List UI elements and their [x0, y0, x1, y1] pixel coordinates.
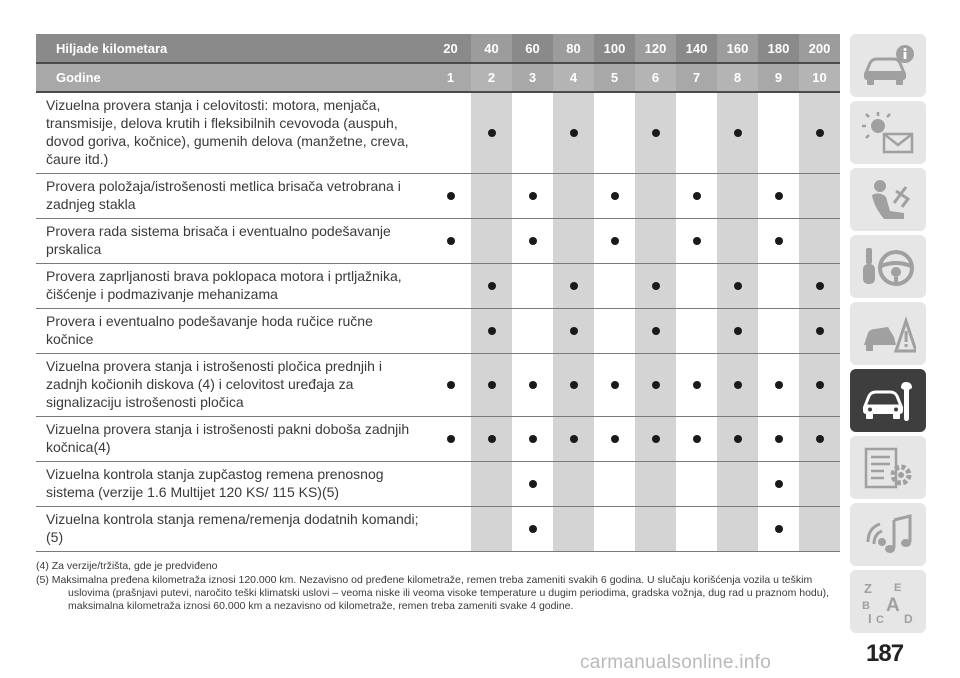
interval-cell: [717, 264, 758, 309]
row-description: Provera položaja/istrošenosti metlica brisača vetrobrana i zadnjeg stakla: [36, 174, 430, 219]
row-description: Vizuelna provera stanja i istrošenosti pločica prednjih i zadnjh kočionih diskova (4) i celovitost uređaja za signalizaciju istrošenosti pločica: [36, 354, 430, 417]
sidebar-tab-seat-airbag[interactable]: [850, 168, 926, 231]
sidebar-tab-specifications[interactable]: [850, 436, 926, 499]
table-row: [36, 92, 840, 174]
service-dot: [652, 327, 660, 335]
header-km-160: 160: [717, 34, 758, 63]
interval-cell: [512, 417, 553, 462]
service-dot: [447, 435, 455, 443]
interval-cell: [799, 309, 840, 354]
table-row: [36, 507, 840, 552]
car-accident-icon: [860, 311, 916, 357]
interval-cell: [799, 174, 840, 219]
interval-cell: [635, 417, 676, 462]
service-dot: [529, 435, 537, 443]
service-dot: [611, 192, 619, 200]
interval-cell: [799, 219, 840, 264]
interval-cell: [471, 219, 512, 264]
interval-cell: [799, 92, 840, 174]
service-dot: [529, 480, 537, 488]
service-dot: [734, 282, 742, 290]
interval-cell: [430, 462, 471, 507]
service-dot: [652, 282, 660, 290]
header-km-180: 180: [758, 34, 799, 63]
row-description: Vizuelna provera stanja i celovitosti: motora, menjača, transmisije, delova krutih i fleksibilnih cevovoda (auspuh, dovod goriva, kočnice), gumenih delova (manžetne, creva, čaure itd.): [36, 92, 430, 174]
interval-cell: [594, 507, 635, 552]
chapter-sidebar: [850, 34, 926, 637]
interval-cell: [758, 92, 799, 174]
interval-cell: [676, 462, 717, 507]
service-dot: [529, 525, 537, 533]
service-dot: [734, 327, 742, 335]
header-year-9: 9: [758, 63, 799, 92]
service-dot: [488, 282, 496, 290]
service-dot: [734, 435, 742, 443]
interval-cell: [635, 92, 676, 174]
interval-cell: [594, 417, 635, 462]
interval-cell: [430, 219, 471, 264]
interval-cell: [471, 309, 512, 354]
index-letter-d: D: [904, 611, 913, 625]
table-row: [36, 174, 840, 219]
service-dot: [775, 525, 783, 533]
interval-cell: [717, 219, 758, 264]
index-letter-a: A: [886, 594, 900, 616]
index-letter-e: E: [894, 581, 902, 594]
interval-cell: [594, 219, 635, 264]
interval-cell: [635, 309, 676, 354]
interval-cell: [717, 174, 758, 219]
service-dot: [488, 129, 496, 137]
table-row: [36, 219, 840, 264]
interval-cell: [676, 507, 717, 552]
interval-cell: [594, 92, 635, 174]
interval-cell: [430, 354, 471, 417]
service-dot: [447, 237, 455, 245]
header-km-60: 60: [512, 34, 553, 63]
table-row: [36, 354, 840, 417]
interval-cell: [471, 417, 512, 462]
service-dot: [570, 435, 578, 443]
header-km-200: 200: [799, 34, 840, 63]
service-dot: [652, 435, 660, 443]
interval-cell: [553, 417, 594, 462]
interval-cell: [430, 417, 471, 462]
index-letter-z: Z: [864, 580, 872, 596]
page-number: 187: [866, 640, 904, 667]
sidebar-tab-maintenance[interactable]: [850, 369, 926, 432]
interval-cell: [635, 264, 676, 309]
header-row-years: [36, 63, 840, 92]
interval-cell: [758, 264, 799, 309]
header-km-140: 140: [676, 34, 717, 63]
footnote-4: (4) Za verzije/tržišta, gde je predviđeno: [36, 560, 218, 572]
interval-cell: [512, 219, 553, 264]
interval-cell: [676, 92, 717, 174]
index-letter-b: B: [862, 599, 870, 612]
interval-cell: [799, 462, 840, 507]
service-dot: [816, 327, 824, 335]
interval-cell: [758, 309, 799, 354]
interval-cell: [471, 174, 512, 219]
warning-lights-icon: [860, 110, 916, 156]
service-dot: [816, 435, 824, 443]
specs-gear-icon: [860, 445, 916, 491]
header-km-40: 40: [471, 34, 512, 63]
interval-cell: [635, 219, 676, 264]
interval-cell: [676, 174, 717, 219]
interval-cell: [758, 354, 799, 417]
interval-cell: [512, 309, 553, 354]
watermark: carmanualsonline.info: [580, 652, 772, 673]
header-km-100: 100: [594, 34, 635, 63]
header-km-80: 80: [553, 34, 594, 63]
interval-cell: [471, 264, 512, 309]
schedule-body: [36, 92, 840, 552]
index-letter-c: C: [876, 613, 884, 625]
interval-cell: [553, 264, 594, 309]
header-years-label: Godine: [36, 63, 430, 92]
interval-cell: [430, 309, 471, 354]
interval-cell: [512, 264, 553, 309]
row-description: Vizuelna kontrola stanja remena/remenja dodatnih komandi;(5): [36, 507, 430, 552]
interval-cell: [430, 92, 471, 174]
service-dot: [570, 327, 578, 335]
interval-cell: [512, 354, 553, 417]
multimedia-icon: [860, 512, 916, 558]
interval-cell: [594, 354, 635, 417]
interval-cell: [430, 507, 471, 552]
row-description: Provera rada sistema brisača i eventualno podešavanje prskalica: [36, 219, 430, 264]
interval-cell: [676, 354, 717, 417]
header-year-3: 3: [512, 63, 553, 92]
alphabetical-index-icon: [860, 579, 916, 625]
service-dot: [693, 237, 701, 245]
row-description: Provera i eventualno podešavanje hoda ručice ručne kočnice: [36, 309, 430, 354]
interval-cell: [594, 264, 635, 309]
interval-cell: [717, 354, 758, 417]
interval-cell: [553, 507, 594, 552]
interval-cell: [471, 92, 512, 174]
index-letter-i: I: [868, 610, 872, 625]
header-year-7: 7: [676, 63, 717, 92]
service-dot: [775, 237, 783, 245]
interval-cell: [512, 462, 553, 507]
sidebar-tab-key-steering[interactable]: [850, 235, 926, 298]
interval-cell: [471, 462, 512, 507]
service-dot: [816, 129, 824, 137]
service-dot: [570, 282, 578, 290]
table-row: [36, 462, 840, 507]
service-dot: [611, 435, 619, 443]
maintenance-schedule-table: [36, 34, 840, 552]
service-dot: [775, 435, 783, 443]
interval-cell: [594, 174, 635, 219]
interval-cell: [799, 354, 840, 417]
interval-cell: [717, 462, 758, 507]
service-dot: [693, 435, 701, 443]
interval-cell: [758, 174, 799, 219]
car-info-icon: [860, 43, 916, 89]
header-kilometers-label: Hiljade kilometara: [36, 34, 430, 63]
interval-cell: [594, 309, 635, 354]
car-service-wrench-icon: [860, 378, 916, 424]
interval-cell: [594, 462, 635, 507]
service-dot: [693, 192, 701, 200]
interval-cell: [553, 219, 594, 264]
interval-cell: [717, 309, 758, 354]
table-row: [36, 264, 840, 309]
service-dot: [447, 381, 455, 389]
interval-cell: [635, 462, 676, 507]
interval-cell: [553, 354, 594, 417]
header-row-kilometers: [36, 34, 840, 63]
sidebar-tab-index[interactable]: [850, 570, 926, 633]
header-year-4: 4: [553, 63, 594, 92]
service-dot: [693, 381, 701, 389]
interval-cell: [717, 507, 758, 552]
service-dot: [570, 129, 578, 137]
interval-cell: [553, 174, 594, 219]
header-year-2: 2: [471, 63, 512, 92]
interval-cell: [512, 174, 553, 219]
interval-cell: [635, 507, 676, 552]
sidebar-tab-warning-lights[interactable]: [850, 101, 926, 164]
row-description: Vizuelna kontrola stanja zupčastog remena prenosnog sistema (verzije 1.6 Multijet 120 KS/ 115 KS)(5): [36, 462, 430, 507]
sidebar-tab-car-info[interactable]: [850, 34, 926, 97]
service-dot: [488, 381, 496, 389]
service-dot: [611, 237, 619, 245]
service-dot: [816, 381, 824, 389]
interval-cell: [430, 264, 471, 309]
interval-cell: [430, 174, 471, 219]
sidebar-tab-emergency[interactable]: [850, 302, 926, 365]
interval-cell: [758, 417, 799, 462]
interval-cell: [758, 219, 799, 264]
interval-cell: [512, 507, 553, 552]
service-dot: [775, 192, 783, 200]
interval-cell: [799, 264, 840, 309]
interval-cell: [758, 462, 799, 507]
interval-cell: [717, 92, 758, 174]
table-row: [36, 417, 840, 462]
service-dot: [529, 381, 537, 389]
row-description: Provera zaprljanosti brava poklopaca motora i prtljažnika, čišćenje i podmazivanje mehanizama: [36, 264, 430, 309]
service-dot: [775, 381, 783, 389]
service-dot: [611, 381, 619, 389]
service-dot: [816, 282, 824, 290]
interval-cell: [635, 174, 676, 219]
service-dot: [775, 480, 783, 488]
interval-cell: [471, 507, 512, 552]
service-dot: [652, 381, 660, 389]
service-dot: [488, 435, 496, 443]
interval-cell: [553, 309, 594, 354]
header-year-10: 10: [799, 63, 840, 92]
interval-cell: [758, 507, 799, 552]
interval-cell: [676, 417, 717, 462]
header-year-6: 6: [635, 63, 676, 92]
interval-cell: [676, 309, 717, 354]
key-steering-wheel-icon: [860, 244, 916, 290]
seat-airbag-icon: [860, 177, 916, 223]
footnotes: [36, 560, 836, 614]
service-dot: [529, 237, 537, 245]
service-dot: [529, 192, 537, 200]
interval-cell: [471, 354, 512, 417]
interval-cell: [676, 219, 717, 264]
interval-cell: [717, 417, 758, 462]
service-dot: [570, 381, 578, 389]
interval-cell: [799, 507, 840, 552]
interval-cell: [676, 264, 717, 309]
footnote-5: (5) Maksimalna pređena kilometraža iznosi 120.000 km. Nezavisno od pređene kilometraže, remen treba zameniti svakih 6 godina. U slučaju korišćenja vozila u teškim uslovima (prašnjavi putevi, naročito teški klimatski uslovi – veoma niske ili veoma visoke temperature u dugim periodima, gradska vožnja, dug rad u praznom hodu), maksimalna kilometraža iznosi 60.000 km a nezavisno od kilometraže, remen treba zameniti svake 4 godine.: [36, 574, 830, 612]
service-dot: [488, 327, 496, 335]
interval-cell: [553, 462, 594, 507]
header-year-1: 1: [430, 63, 471, 92]
interval-cell: [799, 417, 840, 462]
interval-cell: [553, 92, 594, 174]
row-description: Vizuelna provera stanja i istrošenosti pakni doboša zadnjih kočnica(4): [36, 417, 430, 462]
interval-cell: [512, 92, 553, 174]
table-row: [36, 309, 840, 354]
header-year-8: 8: [717, 63, 758, 92]
service-dot: [652, 129, 660, 137]
header-km-120: 120: [635, 34, 676, 63]
service-dot: [734, 129, 742, 137]
service-dot: [447, 192, 455, 200]
header-year-5: 5: [594, 63, 635, 92]
header-km-20: 20: [430, 34, 471, 63]
sidebar-tab-multimedia[interactable]: [850, 503, 926, 566]
service-dot: [734, 381, 742, 389]
interval-cell: [635, 354, 676, 417]
